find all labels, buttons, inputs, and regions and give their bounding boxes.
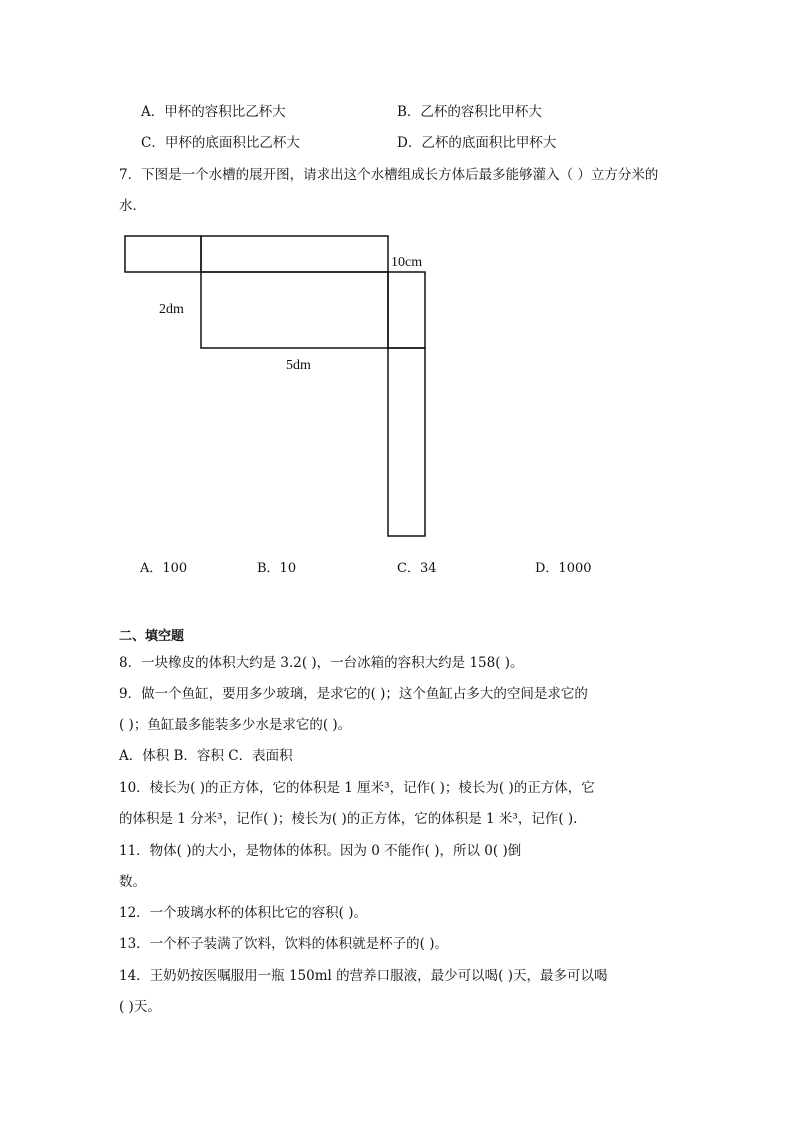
q7-text-line1: 7．下图是一个水槽的展开图，请求出这个水槽组成长方体后最多能够灌入（ ）立方分米的 xyxy=(119,167,659,183)
net-bottom-face xyxy=(388,348,425,536)
net-top-face xyxy=(201,236,388,272)
q6-option-c: C．甲杯的底面积比乙杯大 xyxy=(141,135,300,151)
net-base-face xyxy=(201,272,388,348)
q6-option-b: B．乙杯的容积比甲杯大 xyxy=(397,104,542,120)
q11-text-line2: 数。 xyxy=(119,874,146,890)
q7-option-d: D．1000 xyxy=(535,561,592,576)
q12-text: 12．一个玻璃水杯的体积比它的容积( )。 xyxy=(119,905,368,921)
q9-text-line1: 9．做一个鱼缸，要用多少玻璃，是求它的( )；这个鱼缸占多大的空间是求它的 xyxy=(119,686,588,702)
q11-text-line1: 11．物体( )的大小，是物体的体积。因为 0 不能作( )，所以 0( )倒 xyxy=(119,843,522,859)
q7-option-a: A．100 xyxy=(140,561,188,576)
q14-text-line2: ( )天。 xyxy=(119,999,161,1015)
q14-text-line1: 14．王奶奶按医嘱服用一瓶 150ml 的营养口服液，最少可以喝( )天，最多可以喝 xyxy=(119,968,608,984)
q7-text-line2: 水． xyxy=(119,198,146,214)
net-width-label: 10cm xyxy=(391,255,423,270)
section-title: 二、填空题 xyxy=(119,629,185,644)
q13-text: 13．一个杯子装满了饮料，饮料的体积就是杯子的( )。 xyxy=(119,936,449,952)
q9-text-line2: ( )；鱼缸最多能装多少水是求它的( )。 xyxy=(119,717,352,733)
net-height-label: 2dm xyxy=(159,302,184,317)
q7-option-b: B．10 xyxy=(257,561,297,576)
net-length-label: 5dm xyxy=(286,358,311,373)
net-right-face xyxy=(388,272,425,348)
q8-text: 8．一块橡皮的体积大约是 3.2( )，一台冰箱的容积大约是 158( )。 xyxy=(119,655,524,671)
q10-text-line2: 的体积是 1 分米³，记作( )；棱长为( )的正方体，它的体积是 1 米³，记作( ). xyxy=(119,811,578,827)
q6-option-d: D．乙杯的底面积比甲杯大 xyxy=(397,135,557,151)
net-left-face xyxy=(125,236,201,272)
q7-option-c: C．34 xyxy=(397,561,437,576)
q9-choices: A．体积 B．容积 C．表面积 xyxy=(119,748,293,764)
q6-option-a: A．甲杯的容积比乙杯大 xyxy=(141,104,286,120)
q10-text-line1: 10．棱长为( )的正方体，它的体积是 1 厘米³，记作( )；棱长为( )的正方体，它 xyxy=(119,780,595,796)
